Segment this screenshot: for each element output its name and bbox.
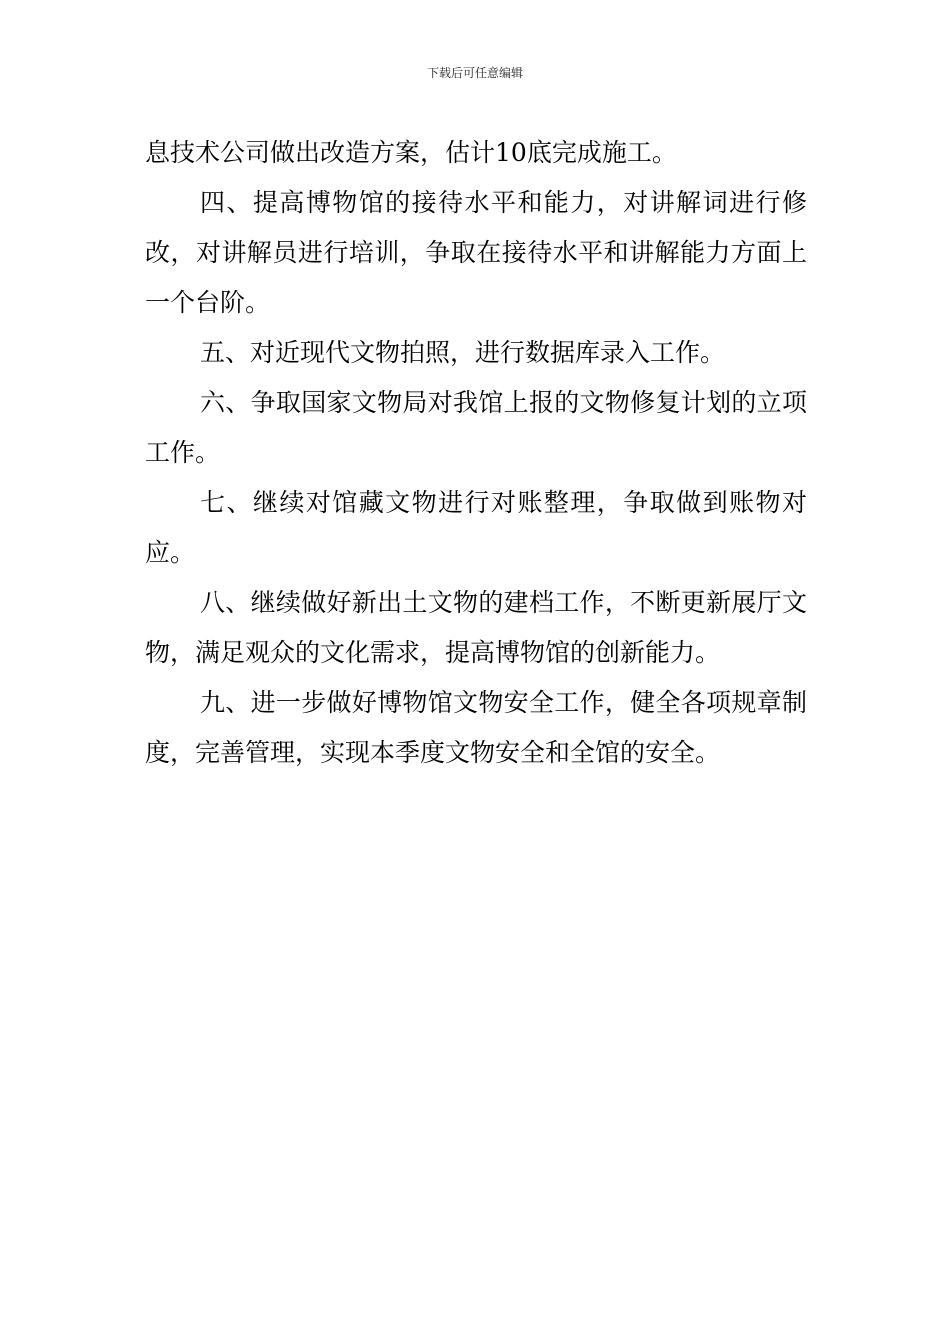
paragraph-item-6: 六、争取国家文物局对我馆上报的文物修复计划的立项工作。 <box>145 388 807 467</box>
paragraph-item-5: 五、对近现代文物拍照，进行数据库录入工作。 <box>200 338 726 367</box>
page-header: 下载后可任意编辑 <box>426 66 523 80</box>
paragraph-item-9: 九、进一步做好博物馆文物安全工作，健全各项规章制度，完善管理，实现本季度文物安全和全馆的安全。 <box>145 688 807 767</box>
document-body <box>145 128 807 778</box>
paragraph-item-8: 八、继续做好新出土文物的建档工作，不断更新展厅文物，满足观众的文化需求，提高博物馆的创新能力。 <box>145 588 807 667</box>
paragraph-item-7: 七、继续对馆藏文物进行对账整理，争取做到账物对应。 <box>145 488 807 567</box>
paragraph-continuation: 息技术公司做出改造方案，估计10底完成施工。 <box>145 138 677 167</box>
paragraph-item-4: 四、提高博物馆的接待水平和能力，对讲解词进行修改，对讲解员进行培训，争取在接待水平和讲解能力方面上一个台阶。 <box>145 188 807 317</box>
